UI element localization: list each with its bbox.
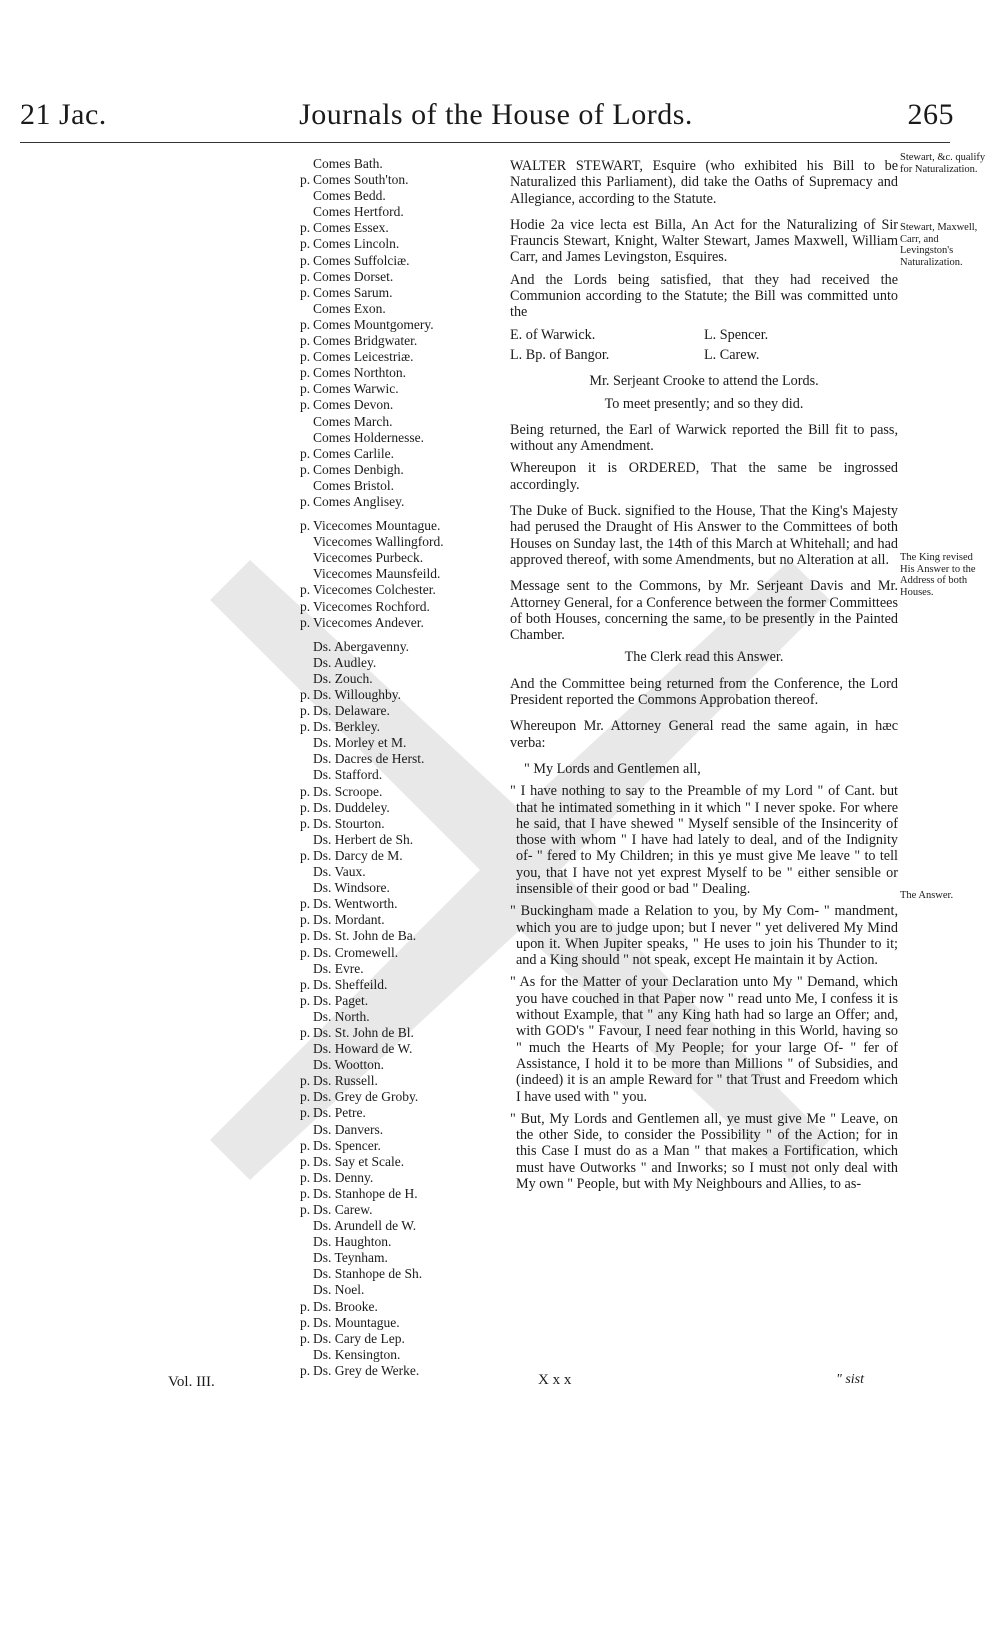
- peer-entry: [300, 1299, 515, 1315]
- present-mark: p.: [300, 847, 311, 863]
- peer-entry: [300, 333, 515, 349]
- peer-name: Ds. Mordant.: [313, 912, 385, 928]
- peer-entry: [300, 462, 515, 478]
- peer-name: Ds. Evre.: [313, 960, 364, 976]
- present-mark: p.: [300, 365, 311, 381]
- peer-name: Comes Leicestriæ.: [313, 349, 414, 365]
- peer-entry: [300, 599, 515, 615]
- peer-name: Comes Essex.: [313, 220, 389, 236]
- peer-entry: [300, 236, 515, 252]
- peer-name: Ds. Stanhope de Sh.: [313, 1266, 423, 1282]
- peer-entry: [300, 446, 515, 462]
- catchword: " sist: [835, 1372, 864, 1387]
- peer-entry: [300, 912, 515, 928]
- peer-name: Ds. Noel.: [313, 1282, 365, 1298]
- peer-name: Vicecomes Rochford.: [313, 598, 430, 614]
- present-mark: p.: [300, 614, 311, 630]
- speech-paragraph: " But, My Lords and Gentlemen all, ye must give Me " Leave, on the other Side, to consider the Possibility " of the Action; for in this Case I must do as a Man " that makes a Fortification, which must have Outworks " and Inworks; so I must not only deal with My own " People, but with My Neighbours and Allies, to as-: [510, 1110, 898, 1193]
- peer-entry: [300, 1009, 515, 1025]
- peer-entry: [300, 928, 515, 944]
- peer-entry: [300, 349, 515, 365]
- present-mark: p.: [300, 1024, 311, 1040]
- peer-name: Ds. St. John de Ba.: [313, 928, 417, 944]
- present-mark: p.: [300, 582, 311, 598]
- peer-name: Ds. Kensington.: [313, 1346, 401, 1362]
- peer-name: Ds. North.: [313, 1008, 370, 1024]
- peer-name: Comes Denbigh.: [313, 461, 404, 477]
- peer-entry: [300, 864, 515, 880]
- peer-name: Comes Lincoln.: [313, 236, 400, 252]
- margin-note: Stewart, &c. qualify for Naturalization.: [900, 152, 986, 175]
- list-gap: [300, 631, 515, 639]
- peer-name: Ds. Berkley.: [313, 719, 380, 735]
- present-mark: p.: [300, 598, 311, 614]
- peer-entry: [300, 993, 515, 1009]
- peer-name: Ds. Sheffeild.: [313, 976, 388, 992]
- peer-entry: [300, 550, 515, 566]
- bill-reading-paragraph: Hodie 2a vice lecta est Billa, An Act for the Naturalizing of Sir Frauncis Stewart, Knight, Walter Stewart, James Maxwell, William Carr, and James Levingston, Esquires.: [510, 216, 898, 266]
- communion-paragraph: And the Lords being satisfied, that they had received the Communion according to the Statute; the Bill was committed unto the: [510, 271, 898, 321]
- peer-entry: [300, 566, 515, 582]
- peer-entry: [300, 317, 515, 333]
- peer-name: Ds. Haughton.: [313, 1234, 392, 1250]
- present-mark: p.: [300, 912, 311, 928]
- peers-present-list: [300, 156, 515, 1379]
- peer-name: Ds. Darcy de M.: [313, 847, 403, 863]
- peer-name: Comes March.: [313, 413, 393, 429]
- peer-name: Ds. Danvers.: [313, 1121, 384, 1137]
- present-mark: p.: [300, 1330, 311, 1346]
- peer-name: Ds. Teynham.: [313, 1250, 388, 1266]
- volume-label: Vol. III.: [168, 1374, 215, 1390]
- committee-member: L. Bp. of Bangor.: [510, 346, 610, 363]
- margin-note: The Answer.: [900, 890, 954, 901]
- journal-body: [510, 158, 898, 1198]
- duke-paragraph: The Duke of Buck. signified to the House, That the King's Majesty had perused the Draught of His Answer to the Committees of both Houses on Sunday last, the 14th of this March at Whitehall; and had approved thereof, with some Amendments, but no Alteration at all.: [510, 503, 898, 568]
- peer-name: Ds. Willoughby.: [313, 687, 401, 702]
- peer-name: Ds. Stourton.: [313, 815, 385, 831]
- peer-name: Ds. Say et Scale.: [313, 1153, 405, 1169]
- peer-name: Ds. Grey de Groby.: [313, 1089, 419, 1105]
- peer-name: Ds. Morley et M.: [313, 735, 407, 751]
- message-paragraph: Message sent to the Commons, by Mr. Serjeant Davis and Mr. Attorney General, for a Conference between the former Committees of both Houses, concerning the same, to be presently in the Painted Chamber.: [510, 578, 898, 644]
- peer-entry: [300, 1041, 515, 1057]
- peer-name: Comes Warwic.: [313, 381, 399, 397]
- peer-entry: [300, 767, 515, 783]
- peer-name: Vicecomes Colchester.: [313, 582, 436, 598]
- serjeant-line: Mr. Serjeant Crooke to attend the Lords.: [589, 373, 819, 390]
- running-head-title: Journals of the House of Lords.: [299, 98, 693, 131]
- peer-entry: [300, 816, 515, 832]
- present-mark: p.: [300, 333, 311, 349]
- peer-entry: [300, 1234, 515, 1250]
- margin-note: The King revised His Answer to the Address of both Houses.: [900, 552, 976, 598]
- peer-name: Ds. Paget.: [313, 992, 369, 1008]
- running-head-reign: 21 Jac.: [20, 98, 107, 131]
- peer-name: Comes Sarum.: [313, 284, 393, 300]
- committee-member: L. Carew.: [704, 346, 760, 363]
- present-mark: p.: [300, 1298, 311, 1314]
- peer-name: Ds. Dacres de Herst.: [313, 751, 425, 767]
- peer-name: Ds. St. John de Bl.: [313, 1024, 414, 1040]
- committee-list: [510, 327, 898, 364]
- peer-name: Comes Northton.: [313, 365, 406, 381]
- peer-entry: [300, 1315, 515, 1331]
- present-mark: p.: [300, 252, 311, 268]
- peer-name: Comes Devon.: [313, 397, 394, 413]
- present-mark: p.: [300, 1169, 311, 1185]
- peer-name: Comes Hertford.: [313, 204, 404, 220]
- peer-entry: [300, 188, 515, 204]
- peer-name: Ds. Stafford.: [313, 767, 383, 783]
- speech-paragraph: " Buckingham made a Relation to you, by My Com- " mandment, which you are to judge upon; but I never " yet delivered My Mind upon it. When Jupiter speaks, " He uses to join his Thunder to it; and a King should " not speak, except He maintain it by Action.: [510, 903, 898, 969]
- present-mark: p.: [300, 928, 311, 944]
- peer-entry: [300, 1073, 515, 1089]
- peer-name: Vicecomes Purbeck.: [313, 550, 424, 566]
- peer-name: Comes Holdernesse.: [313, 429, 424, 445]
- peer-name: Ds. Cromewell.: [313, 944, 399, 960]
- peer-name: Ds. Arundell de W.: [313, 1218, 417, 1234]
- signature-mark: X x x: [538, 1372, 572, 1388]
- peer-entry: [300, 735, 515, 751]
- peer-name: Ds. Zouch.: [313, 670, 373, 686]
- peer-entry: [300, 961, 515, 977]
- present-mark: p.: [300, 316, 311, 332]
- peer-entry: [300, 1089, 515, 1105]
- peer-name: Ds. Herbert de Sh.: [313, 831, 414, 847]
- peer-entry: [300, 945, 515, 961]
- ordered-paragraph: Whereupon it is ORDERED, That the same be ingrossed accordingly.: [510, 460, 898, 493]
- peer-name: Ds. Russell.: [313, 1073, 378, 1089]
- present-mark: p.: [300, 1314, 311, 1330]
- peer-name: Comes Anglisey.: [313, 493, 405, 509]
- oaths-paragraph: WALTER STEWART, Esquire (who exhibited his Bill to be Naturalized this Parliament), did take the Oaths of Supremacy and Allegiance, according to the Statute.: [510, 158, 898, 207]
- peer-entry: [300, 703, 515, 719]
- peer-entry: [300, 1266, 515, 1282]
- peer-entry: [300, 896, 515, 912]
- committee-returned-paragraph: And the Committee being returned from the Conference, the Lord President reported the Commons Approbation thereof.: [510, 675, 898, 709]
- peer-name: Ds. Mountague.: [313, 1314, 400, 1330]
- list-gap: [300, 510, 515, 518]
- present-mark: p.: [300, 518, 311, 534]
- peer-entry: [300, 1218, 515, 1234]
- peer-entry: [300, 1347, 515, 1363]
- peer-entry: [300, 848, 515, 864]
- present-mark: p.: [300, 1362, 311, 1378]
- page-number: 265: [907, 98, 954, 131]
- header-rule: [20, 142, 950, 143]
- peer-entry: [300, 639, 515, 655]
- peer-name: Ds. Windsore.: [313, 880, 390, 896]
- peer-name: Ds. Stanhope de H.: [313, 1185, 418, 1201]
- present-mark: p.: [300, 719, 311, 735]
- peer-name: Comes Bristol.: [313, 477, 395, 493]
- peer-entry: [300, 687, 515, 703]
- committee-member: L. Spencer.: [704, 326, 769, 343]
- peer-entry: [300, 518, 515, 534]
- present-mark: p.: [300, 461, 311, 477]
- peer-name: Vicecomes Wallingford.: [313, 534, 444, 550]
- peer-entry: [300, 671, 515, 687]
- present-mark: p.: [300, 268, 311, 284]
- peer-entry: [300, 1186, 515, 1202]
- peer-entry: [300, 1105, 515, 1121]
- peer-entry: [300, 582, 515, 598]
- peer-entry: [300, 1057, 515, 1073]
- peer-name: Ds. Howard de W.: [313, 1041, 413, 1057]
- peer-entry: [300, 1170, 515, 1186]
- peer-name: Ds. Wentworth.: [313, 896, 398, 912]
- peer-entry: [300, 1250, 515, 1266]
- present-mark: p.: [300, 1137, 311, 1153]
- peer-name: Ds. Delaware.: [313, 703, 390, 719]
- present-mark: p.: [300, 397, 311, 413]
- present-mark: p.: [300, 381, 311, 397]
- peer-name: Ds. Wootton.: [313, 1057, 385, 1073]
- peer-name: Comes Suffolciæ.: [313, 252, 410, 268]
- peer-name: Ds. Spencer.: [313, 1137, 381, 1153]
- peer-entry: [300, 172, 515, 188]
- peer-entry: [300, 784, 515, 800]
- peer-entry: [300, 832, 515, 848]
- peer-name: Comes Mountgomery.: [313, 316, 434, 332]
- attorney-paragraph: Whereupon Mr. Attorney General read the same again, in hæc verba:: [510, 718, 898, 751]
- peer-name: Ds. Petre.: [313, 1105, 366, 1121]
- present-mark: p.: [300, 976, 311, 992]
- present-mark: p.: [300, 1202, 311, 1217]
- peer-name: Ds. Carew.: [313, 1202, 373, 1217]
- committee-member: E. of Warwick.: [510, 326, 596, 343]
- peer-entry: [300, 1363, 515, 1379]
- present-mark: p.: [300, 687, 311, 702]
- peer-name: Ds. Denny.: [313, 1169, 374, 1185]
- peer-entry: [300, 494, 515, 510]
- present-mark: p.: [300, 815, 311, 831]
- peer-entry: [300, 269, 515, 285]
- present-mark: p.: [300, 992, 311, 1008]
- peer-entry: [300, 381, 515, 397]
- present-mark: p.: [300, 349, 311, 365]
- present-mark: p.: [300, 1105, 311, 1121]
- peer-entry: [300, 204, 515, 220]
- peer-name: Ds. Cary de Lep.: [313, 1330, 405, 1346]
- clerk-line: The Clerk read this Answer.: [624, 649, 784, 666]
- peer-name: Ds. Grey de Werke.: [313, 1362, 420, 1378]
- peer-entry: [300, 285, 515, 301]
- peer-name: Comes Carlile.: [313, 445, 394, 461]
- speech-paragraph: " I have nothing to say to the Preamble of my Lord " of Cant. but that he intimated something in it which " I never spoke. For where he said, that I have shewed " Myself sensible of the Insincerity of those with whom " I have had lately to deal, and of the Indignity of- " fered to My Children; in this ye must give Me leave " to tell you, that I have not yet exprest Myself to be " either sensible or insensible of their good or bad " Dealing.: [510, 783, 898, 897]
- peer-entry: [300, 430, 515, 446]
- peer-entry: [300, 301, 515, 317]
- present-mark: p.: [300, 284, 311, 300]
- peer-entry: [300, 365, 515, 381]
- peer-entry: [300, 478, 515, 494]
- peer-name: Comes Bridgwater.: [313, 333, 418, 349]
- peer-name: Vicecomes Mountague.: [313, 518, 441, 534]
- peer-name: Ds. Scroope.: [313, 783, 383, 799]
- peer-entry: [300, 1154, 515, 1170]
- peer-entry: [300, 655, 515, 671]
- peer-name: Vicecomes Andever.: [313, 614, 424, 630]
- peer-name: Comes Dorset.: [313, 268, 394, 284]
- peer-name: Vicecomes Maunsfeild.: [313, 566, 441, 582]
- peer-entry: [300, 751, 515, 767]
- present-mark: p.: [300, 783, 311, 799]
- peer-name: Comes Bedd.: [313, 188, 386, 204]
- peer-entry: [300, 397, 515, 413]
- present-mark: p.: [300, 1153, 311, 1169]
- peer-entry: [300, 220, 515, 236]
- peer-name: Comes Exon.: [313, 300, 386, 316]
- peer-entry: [300, 615, 515, 631]
- present-mark: p.: [300, 703, 311, 719]
- present-mark: p.: [300, 220, 311, 236]
- speech-paragraph: " As for the Matter of your Declaration unto My " Demand, which you have couched in that Paper now " read unto Me, I confess it is without Example, that " any King hath had so large an Offer; and, with GOD's " Favour, I need fear nothing in this World, having so " much the Hearts of My People; for your large Of- " fer of Assistance, I hold it to be more than Millions " of Subsidies, and (indeed) it is an ample Reward for " that Trust and Freedom which I have used with " you.: [510, 974, 898, 1105]
- peer-name: Ds. Brooke.: [313, 1298, 378, 1314]
- present-mark: p.: [300, 799, 311, 815]
- present-mark: p.: [300, 445, 311, 461]
- peer-entry: [300, 1282, 515, 1298]
- peer-entry: [300, 1331, 515, 1347]
- peer-name: Ds. Vaux.: [313, 864, 366, 880]
- present-mark: p.: [300, 1185, 311, 1201]
- peer-entry: [300, 1202, 515, 1218]
- returned-paragraph: Being returned, the Earl of Warwick reported the Bill fit to pass, without any Amendment.: [510, 421, 898, 455]
- present-mark: p.: [300, 896, 311, 912]
- margin-note: Stewart, Maxwell, Carr, and Levingston's Naturalization.: [900, 222, 978, 268]
- peer-entry: [300, 1025, 515, 1041]
- present-mark: p.: [300, 493, 311, 509]
- peer-entry: [300, 1138, 515, 1154]
- peer-entry: [300, 977, 515, 993]
- peer-name: Ds. Audley.: [313, 654, 377, 670]
- present-mark: p.: [300, 1073, 311, 1089]
- peer-name: Ds. Duddeley.: [313, 799, 390, 815]
- speech-salutation: " My Lords and Gentlemen all,: [524, 760, 701, 777]
- peer-name: Ds. Abergavenny.: [313, 638, 409, 654]
- present-mark: p.: [300, 236, 311, 252]
- peer-entry: [300, 800, 515, 816]
- peer-entry: [300, 880, 515, 896]
- peer-entry: [300, 414, 515, 430]
- peer-entry: [300, 253, 515, 269]
- peer-name: Comes South'ton.: [313, 172, 409, 188]
- peer-entry: [300, 534, 515, 550]
- present-mark: p.: [300, 172, 311, 188]
- peer-entry: [300, 719, 515, 735]
- present-mark: p.: [300, 1089, 311, 1105]
- peer-entry: [300, 156, 515, 172]
- present-mark: p.: [300, 944, 311, 960]
- meet-line: To meet presently; and so they did.: [604, 395, 804, 412]
- peer-name: Comes Bath.: [313, 156, 383, 171]
- peer-entry: [300, 1122, 515, 1138]
